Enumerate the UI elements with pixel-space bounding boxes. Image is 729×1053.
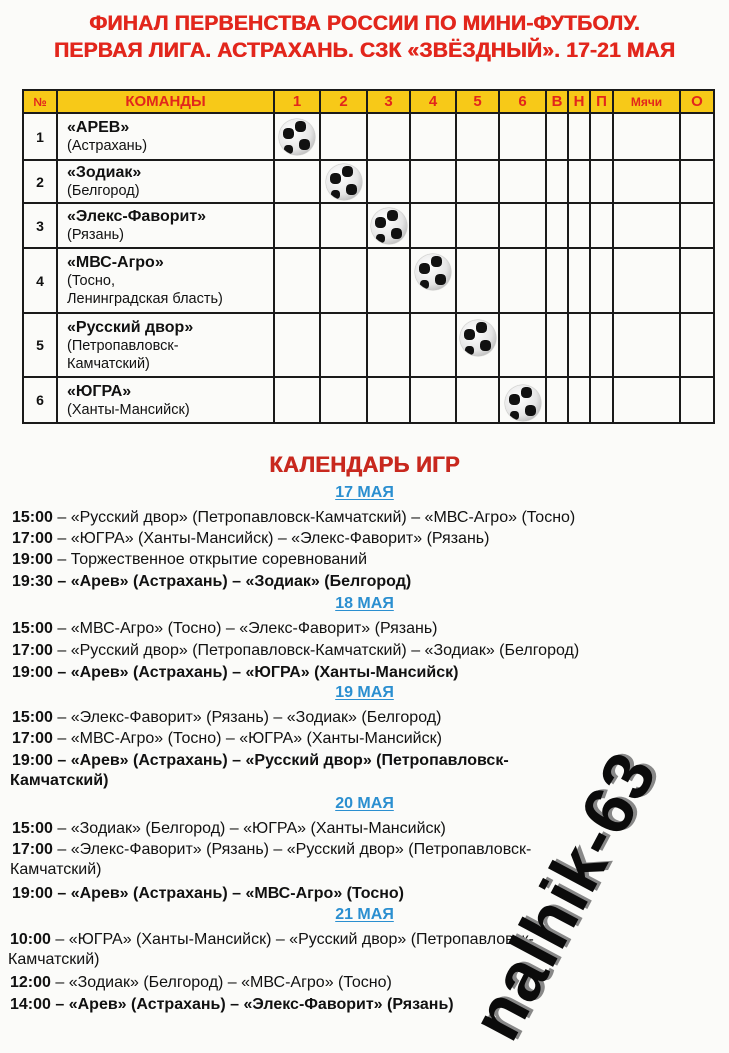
game-line [12,529,722,548]
team-city: (Астрахань) [67,138,148,154]
result-cell [410,377,456,423]
result-cell [499,113,546,160]
table-row [23,313,714,377]
soccer-ball-icon [460,320,496,356]
goals-cell [613,248,680,313]
col-header-1: 1 [274,90,320,113]
game-text: – «Арев» (Астрахань) – «Зодиак» (Белгород) [52,573,412,590]
result-cell [456,160,499,203]
losses-cell [590,203,613,248]
team-name: «ЮГРА» [67,382,132,400]
result-cell [456,313,499,377]
game-line [10,930,720,949]
game-time: 15:00 [12,509,53,526]
game-time: 10:00 [10,931,51,948]
col-header-3: 3 [367,90,410,113]
result-cell [320,113,367,160]
result-cell [367,377,410,423]
game-time: 17:00 [12,730,53,747]
col-header-wins: В [546,90,568,113]
col-header-number: № [23,90,57,113]
result-cell [367,160,410,203]
game-text: – «Арев» (Астрахань) – «Русский двор» (Петропавловск- [52,752,509,769]
game-line [12,572,722,591]
row-number: 3 [23,203,57,248]
calendar-title: КАЛЕНДАРЬ ИГР [269,452,460,477]
col-header-2: 2 [320,90,367,113]
game-line-continuation: Камчатский) [10,861,102,878]
team-name: «МВС-Агро» [67,254,164,271]
table-row [23,113,714,160]
game-line [12,884,722,903]
game-line [12,619,722,638]
row-number: 1 [23,113,57,160]
team-name: «Элекс-Фаворит» [67,208,207,225]
losses-cell [590,160,613,203]
points-cell [680,313,714,377]
game-time: 17:00 [12,530,53,547]
goals-cell [613,113,680,160]
game-text: – «Элекс-Фаворит» (Рязань) – «Русский двор» (Петропавловск- [52,841,532,858]
watermark-text: nalhik-63 [455,739,672,1053]
col-header-6: 6 [499,90,546,113]
game-text: – «ЮГРА» (Ханты-Мансийск) – «Элекс-Фаворит» (Рязань) [52,530,490,547]
game-line [12,641,722,660]
result-cell [456,203,499,248]
game-text: – «Русский двор» (Петропавловск-Камчатский) – «Зодиак» (Белгород) [52,642,580,659]
day-heading-21: 21 МАЯ [335,906,394,923]
team-name: «Зодиак» [67,164,142,181]
points-cell [680,248,714,313]
wins-cell [546,377,568,423]
team-cell [57,377,274,423]
draws-cell [568,160,590,203]
row-number: 2 [23,160,57,203]
game-time: 14:00 [10,996,51,1013]
game-time: 19:00 [12,551,53,568]
result-cell [320,203,367,248]
game-text: – «Арев» (Астрахань) – «ЮГРА» (Ханты-Мансийск) [52,664,459,681]
result-cell [499,313,546,377]
game-line [12,663,722,682]
game-line [10,973,720,992]
result-cell [320,160,367,203]
game-time: 15:00 [12,709,53,726]
draws-cell [568,313,590,377]
result-cell [456,113,499,160]
page-title [0,10,729,64]
game-time: 19:30 [12,573,53,590]
soccer-ball-icon [505,385,541,421]
team-city: (Рязань) [67,227,124,243]
game-line-continuation: Камчатский) [10,772,109,789]
game-line [12,708,722,727]
day-heading-18: 18 МАЯ [335,595,394,612]
goals-cell [613,313,680,377]
game-time: 19:00 [12,664,53,681]
result-cell [410,113,456,160]
game-time: 12:00 [10,974,51,991]
game-text: – Торжественное открытие соревнований [52,551,368,568]
wins-cell [546,113,568,160]
result-cell [410,313,456,377]
game-text: – «МВС-Агро» (Тосно) – «ЮГРА» (Ханты-Мансийск) [52,730,442,747]
goals-cell [613,377,680,423]
row-number: 4 [23,248,57,313]
table-row [23,377,714,423]
points-cell [680,203,714,248]
col-header-4: 4 [410,90,456,113]
wins-cell [546,203,568,248]
result-cell [499,248,546,313]
game-line [12,729,722,748]
result-cell [499,377,546,423]
result-cell [320,377,367,423]
team-city: Камчатский) [67,355,150,372]
game-time: 15:00 [12,620,53,637]
losses-cell [590,313,613,377]
game-line [10,995,720,1014]
row-number: 6 [23,377,57,423]
result-cell [367,248,410,313]
wins-cell [546,160,568,203]
day-heading-17: 17 МАЯ [335,484,394,501]
draws-cell [568,203,590,248]
losses-cell [590,248,613,313]
result-cell [274,160,320,203]
game-time: 17:00 [12,642,53,659]
game-text: – «Зодиак» (Белгород) – «ЮГРА» (Ханты-Мансийск) [52,820,446,837]
title-line-1: ФИНАЛ ПЕРВЕНСТВА РОССИИ ПО МИНИ-ФУТБОЛУ. [89,12,640,35]
result-cell [456,248,499,313]
team-cell [57,160,274,203]
result-cell [274,377,320,423]
game-time: 15:00 [12,820,53,837]
team-city: Ленинградская бласть) [67,291,223,307]
wins-cell [546,248,568,313]
result-cell [367,313,410,377]
game-text: – «Русский двор» (Петропавловск-Камчатский) – «МВС-Агро» (Тосно) [52,509,576,526]
points-cell [680,113,714,160]
result-cell [499,203,546,248]
soccer-ball-icon [326,164,362,200]
wins-cell [546,313,568,377]
team-cell [57,313,274,377]
result-cell [410,203,456,248]
game-text: – «Арев» (Астрахань) – «МВС-Агро» (Тосно) [52,885,404,902]
game-line [12,508,722,527]
col-header-points: О [680,90,714,113]
result-cell [367,203,410,248]
game-text: – «Арев» (Астрахань) – «Элекс-Фаворит» (Рязань) [50,996,454,1013]
table-row [23,203,714,248]
game-time: 19:00 [12,885,53,902]
col-header-5: 5 [456,90,499,113]
team-city: (Белгород) [67,183,140,199]
points-cell [680,377,714,423]
table-row [23,160,714,203]
goals-cell [613,160,680,203]
game-text: – «Зодиак» (Белгород) – «МВС-Агро» (Тосно) [50,974,392,991]
day-heading-19: 19 МАЯ [335,684,394,701]
result-cell [320,248,367,313]
standings-table [22,89,715,424]
soccer-ball-icon [371,208,407,244]
day-heading-20: 20 МАЯ [335,795,394,812]
row-number: 5 [23,313,57,377]
game-time: 17:00 [12,841,53,858]
result-cell [410,160,456,203]
result-cell [410,248,456,313]
table-header-row [23,90,714,113]
game-line [12,550,722,569]
soccer-ball-icon [415,254,451,290]
team-name: «АРЕВ» [67,119,130,136]
team-city: (Петропавловск- [67,337,179,354]
col-header-draws: Н [568,90,590,113]
goals-cell [613,203,680,248]
game-line-continuation: Камчатский) [8,951,100,968]
soccer-ball-icon [279,119,315,155]
result-cell [274,248,320,313]
team-city: (Тосно, [67,273,115,289]
result-cell [456,377,499,423]
result-cell [499,160,546,203]
draws-cell [568,248,590,313]
losses-cell [590,113,613,160]
result-cell [274,203,320,248]
game-text: – «ЮГРА» (Ханты-Мансийск) – «Русский двор» (Петропавловск- [50,931,534,948]
team-city: (Ханты-Мансийск) [67,401,190,418]
team-cell [57,113,274,160]
col-header-losses: П [590,90,613,113]
losses-cell [590,377,613,423]
result-cell [320,313,367,377]
table-row [23,248,714,313]
draws-cell [568,113,590,160]
result-cell [274,313,320,377]
result-cell [367,113,410,160]
team-cell [57,203,274,248]
team-cell [57,248,274,313]
game-text: – «МВС-Агро» (Тосно) – «Элекс-Фаворит» (Рязань) [52,620,438,637]
col-header-goals: Мячи [613,90,680,113]
team-name: «Русский двор» [67,318,194,336]
points-cell [680,160,714,203]
game-text: – «Элекс-Фаворит» (Рязань) – «Зодиак» (Белгород) [52,709,442,726]
draws-cell [568,377,590,423]
title-line-2: ПЕРВАЯ ЛИГА. АСТРАХАНЬ. СЗК «ЗВЁЗДНЫЙ». 17-21 МАЯ [53,39,676,62]
game-time: 19:00 [12,752,53,769]
col-header-teams: КОМАНДЫ [57,90,274,113]
result-cell [274,113,320,160]
